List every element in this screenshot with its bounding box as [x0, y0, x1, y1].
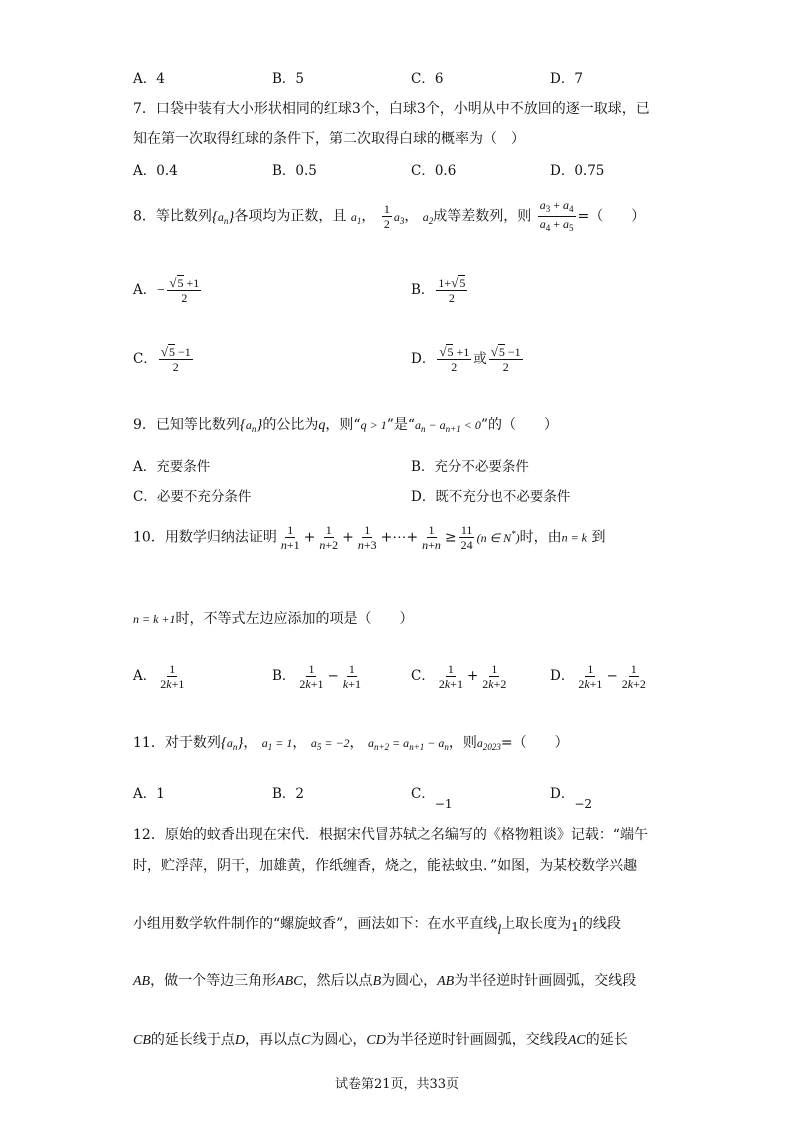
- q10-line-2: n = k +1时，不等式左边应添加的项是（ ）: [133, 611, 414, 627]
- q10-option-a: A． $\frac{1}{2k+1}$: [133, 662, 185, 691]
- q7-line-2: 知在第一次取得红球的条件下，第二次取得白球的概率为（ ）: [133, 131, 525, 147]
- q11-stem: 11．对于数列$\{a_n\}$， $a_1 = 1$， $a_5 = -2$， $a_{n+2} = a_{n+1} - a_n$，则$a_{2023}=$（ ）: [133, 735, 569, 752]
- page-footer: 试卷第21页，共33页: [334, 1077, 460, 1092]
- q8-ratio: $\frac{a_3 + a_4}{a_4 + a_5}$: [539, 198, 574, 233]
- q6-option-a: A．4: [133, 71, 165, 87]
- q8-seq-an: $\{a_n\}$: [211, 208, 235, 226]
- q12-line-4: AB，做一个等边三角形ABC，然后以点B为圆心，AB为半径逆时针画圆弧，交线段: [133, 973, 637, 989]
- q7-option-c: C．0.6: [411, 163, 457, 179]
- q7-option-b: B．0.5: [272, 163, 317, 179]
- q8-mid1: 各项均为正数，且: [234, 208, 347, 225]
- q8-option-a: A．− $\frac{√5 +1}{2}$: [133, 275, 200, 305]
- q11-option-c: C．−1: [411, 786, 453, 811]
- q9-option-a: A．充要条件: [133, 459, 211, 475]
- q10-stem: 10．用数学归纳法证明 $\frac{1}{n+1}$ + $\frac{1}{n+2}$ + $\frac{1}{n+3}$ +⋯+ $\frac{1}{n+n}$ ≥ $\frac{11}{24}$ (n ∈ N*)时，由n = k 到: [133, 523, 606, 552]
- q8-option-c: C． $\frac{√5 -1}{2}$: [133, 344, 191, 374]
- q8-option-b: B． $\frac{1+√5}{2}$: [411, 275, 466, 305]
- q9-option-b: B．充分不必要条件: [411, 459, 529, 475]
- q9-stem: 9．已知等比数列$\{a_n\}$的公比为q，则“q > 1”是“$a_n - a_{n+1} < 0$”的（ ）: [133, 417, 558, 434]
- q9-option-d: D．既不充分也不必要条件: [411, 489, 571, 505]
- q8-a1: $a_1$: [350, 209, 362, 226]
- q8-suffix: =（ ）: [577, 208, 646, 225]
- q6-option-d: D．7: [550, 71, 583, 87]
- q8-half: $\frac{1}{2}$: [383, 202, 390, 231]
- q12-line-5: CB的延长线于点D，再以点C为圆心，CD为半径逆时针画圆弧，交线段AC的延长: [133, 1032, 628, 1048]
- q10-option-c: C． $\frac{1}{2k+1}$ + $\frac{1}{2k+2}$: [411, 662, 507, 691]
- q11-option-b: B．2: [272, 786, 305, 802]
- q11-option-a: A．1: [133, 786, 165, 802]
- q12-line-1: 12．原始的蚊香出现在宋代．根据宋代冒苏轼之名编写的《格物粗谈》记载：“端午: [133, 827, 648, 843]
- q6-option-c: C．6: [411, 71, 444, 87]
- q11-option-d: D．−2: [550, 786, 593, 811]
- q8-stem: 8．等比数列$\{a_n\}$各项均为正数，且 $a_1$， $\frac{1}{2}$ $a_3$， $a_2$成等差数列，则 $\frac{a_3 + a_4}{a_4 + a_5}$ =（ ）: [133, 198, 646, 233]
- q8-mid2: 成等差数列，则: [433, 208, 532, 225]
- q8-prefix: 8．等比数列: [133, 208, 212, 225]
- q12-line-3: 小组用数学软件制作的“螺旋蚊香”，画法如下：在水平直线l上取长度为1的线段: [133, 916, 621, 938]
- q9-option-c: C．必要不充分条件: [133, 489, 252, 505]
- q8-a2: $a_2$: [422, 209, 434, 226]
- q7-option-d: D．0.75: [550, 163, 605, 179]
- q12-line-2: 时，贮浮萍，阴干，加雄黄，作纸缠香，烧之，能祛蚊虫．”如图，为某校数学兴趣: [133, 858, 638, 874]
- q10-option-b: B． $\frac{1}{2k+1}$ − $\frac{1}{k+1}$: [272, 662, 361, 691]
- q8-option-d: D． $\frac{√5 +1}{2}$ 或 $\frac{√5 -1}{2}$: [411, 344, 521, 374]
- q6-option-b: B．5: [272, 71, 305, 87]
- q7-option-a: A．0.4: [133, 163, 178, 179]
- q10-option-d: D． $\frac{1}{2k+1}$ − $\frac{1}{2k+2}$: [550, 662, 646, 691]
- q7-line-1: 7．口袋中装有大小形状相同的红球3个，白球3个，小明从中不放回的逐一取球，已: [133, 101, 650, 117]
